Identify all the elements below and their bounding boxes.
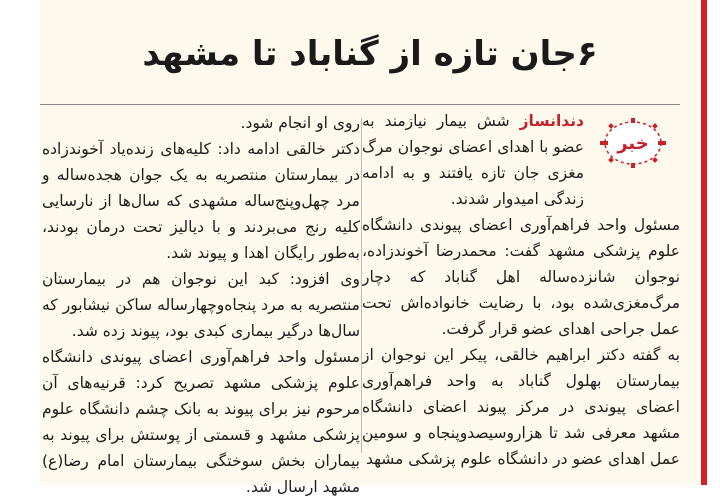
article-column-left: [42, 110, 360, 500]
intro-text: شش بیمار نیازمند به عضو با اهدای اعضای نوجوان مرگ مغزی جان تازه یافتند و به ادامه زندگی امیدوار شدند.: [362, 112, 584, 208]
byline: دندانساز: [519, 112, 584, 130]
paragraph: روی او انجام شود.: [240, 114, 360, 132]
article-column-right: [362, 108, 680, 472]
intro-paragraph: [362, 108, 680, 212]
paragraph: مسئول واحد فراهم‌آوری اعضای پیوندی دانشگاه علوم پزشکی مشهد تصریح کرد: قرنیه‌های آن مرحوم نیز برای پیوند به بانک چشم دانشگاه علوم پزشکی مشهد و قسمتی از پوستش برای پیوند به بیماران بخش سوختگی بیمارستان امام رضا(ع) مشهد ارسال شد.: [42, 348, 360, 496]
paragraph: مسئول واحد فراهم‌آوری اعضای پیوندی دانشگاه علوم پزشکی مشهد گفت: محمدرضا آخوندزاده، نوجوان شانزده‌ساله اهل گناباد که دچار مرگ‌مغزی‌شده بود، با رضایت خانواده‌اش تحت عمل جراحی اهدای عضو قرار گرفت.: [362, 216, 680, 338]
paragraph: وی افزود: کبد این نوجوان هم در بیمارستان منتصریه به مرد پنجاه‌وچهارساله ساکن نیشابور که سال‌ها درگیر بیماری کبدی بود، پیوند زده شد.: [42, 270, 360, 340]
paragraph: دکتر خالقی ادامه داد: کلیه‌های زنده‌یاد آخوندزاده در بیمارستان منتصریه به یک جوان هجده‌ساله و مرد چهل‌وپنج‌ساله مشهدی که سال‌ها از نارسایی کلیه رنج می‌بردند و با دیالیز تحت درمان بودند، به‌طور رایگان اهدا و پیوند شد.: [42, 140, 360, 262]
title-divider: [40, 104, 680, 105]
column-divider: [361, 118, 362, 453]
article-title: ۶جان تازه از گناباد تا مشهد: [142, 34, 598, 74]
page-edge: [707, 0, 720, 485]
paragraph: به گفته دکتر ابراهیم خالقی، پیکر این نوجوان از بیمارستان بهلول گناباد به واحد فراهم‌آوری اعضای پیوندی در مرکز پیوند اعضای دانشگاه مشهد معرفی شد تا هزاروسیصدوپنجاه و سومین عمل اهدای عضو در دانشگاه علوم پزشکی مشهد: [362, 346, 680, 468]
news-badge-label: خبر: [617, 132, 649, 154]
